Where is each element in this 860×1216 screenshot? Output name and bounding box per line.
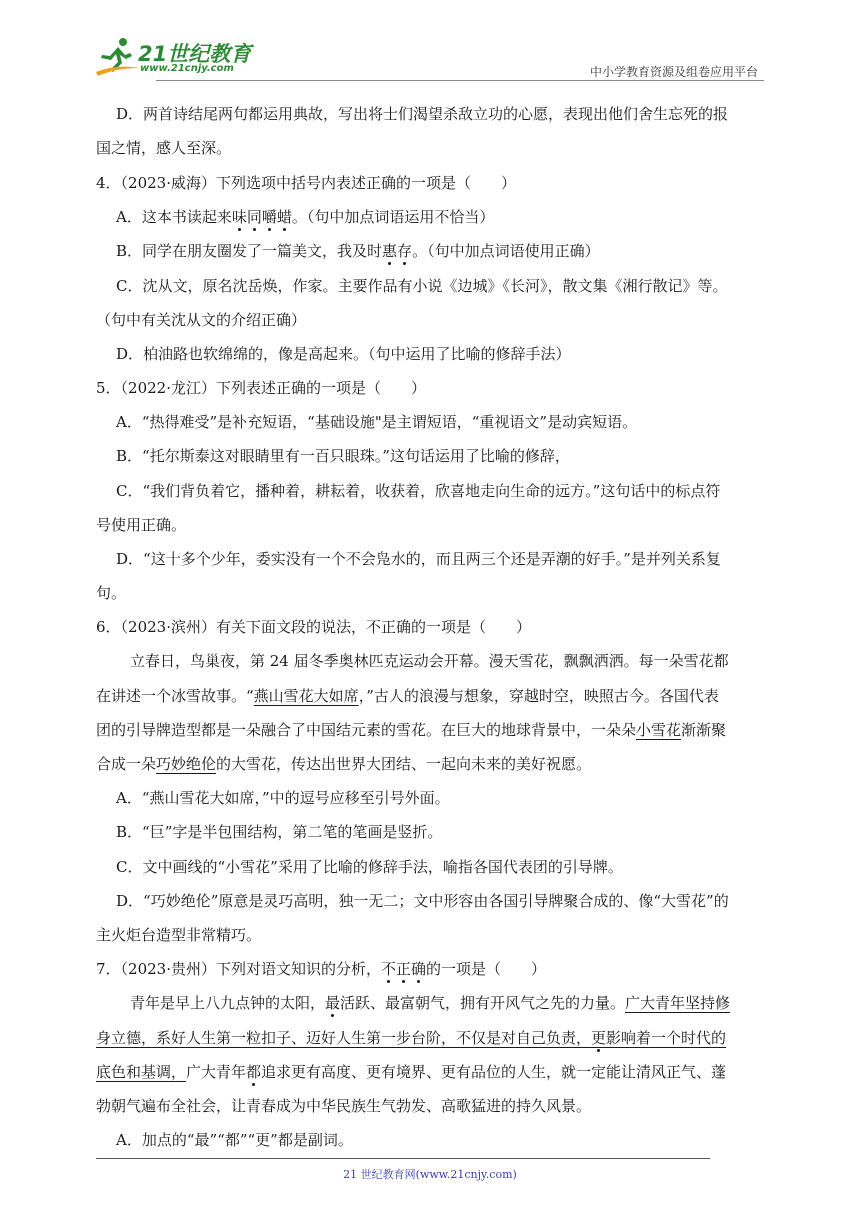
question-6: 6．（2023·滨州）有关下面文段的说法，不正确的一项是（ ） [96, 618, 531, 636]
runner-icon [96, 36, 140, 76]
option-4a: A．这本书读起来味同嚼蜡。（句中加点词语运用不恰当） [116, 208, 495, 226]
dotted-phrase [232, 208, 292, 226]
option-6c: C．文中画线的“小雪花”采用了比喻的修辞手法，喻指各国代表团的引导牌。 [116, 858, 623, 876]
underlined-phrase: 巧妙绝伦 [156, 755, 217, 773]
dotted-char: 不 [381, 960, 397, 978]
option-6b: B．“巨”字是半包围结构，第二笔的笔画是竖折。 [116, 823, 443, 841]
dotted-char: 同 [246, 208, 262, 226]
dotted-phrase [382, 242, 412, 260]
option-4d: D．柏油路也软绵绵的，像是高起来。（句中运用了比喻的修辞手法） [116, 345, 571, 363]
text-line: 句。 [96, 584, 127, 602]
dotted-char: 确 [411, 960, 427, 978]
question-5: 5．（2022·龙江）下列表述正确的一项是（ ） [96, 379, 426, 397]
dotted-char: 蜡 [276, 208, 292, 226]
option-4b: B．同学在朋友圈发了一篇美文，我及时惠存。（句中加点词语使用正确） [116, 242, 600, 260]
option-7a: A．加点的“最”“都”“更”都是副词。 [116, 1131, 353, 1149]
option-5d: D．“这十多个少年，委实没有一个不会凫水的，而且两三个还是弄潮的好手。”是并列关系复 [116, 550, 721, 568]
underlined-phrase: 燕山雪花大如席 [253, 687, 359, 705]
dotted-char: 惠 [382, 242, 398, 260]
underlined-phrase: 小雪花 [636, 721, 682, 739]
passage-line: 底色和基调，广大青年都追求更有高度、更有境界、更有品位的人生，就一定能让清风正气、蓬 [96, 1063, 727, 1081]
dotted-char: 正 [396, 960, 412, 978]
dotted-phrase [381, 960, 426, 978]
dotted-char: 嚼 [261, 208, 277, 226]
text-line: 主火炬台造型非常精巧。 [96, 926, 262, 944]
passage-line: 在讲述一个冰雪故事。“燕山雪花大如席，”古人的浪漫与想象，穿越时空，映照古今。各国代表 [96, 687, 719, 705]
underlined-phrase: 身立德，系好人生第一粒扣子、迈好人生第一步台阶，不仅是对自己负责， [96, 1029, 592, 1047]
logo-url: www.21cnjy.com [140, 63, 234, 74]
logo-text: 21世纪教育 [138, 42, 252, 66]
passage-line: 团的引导牌造型都是一朵融合了中国结元素的雪花。在巨大的地球背景中，一朵朵小雪花渐渐聚 [96, 721, 727, 739]
option-6d: D．“巧妙绝伦”原意是灵巧高明，独一无二；文中形容由各国引导牌聚合成的、像“大雪花”的 [116, 892, 729, 910]
option-5c: C．“我们背负着它，播种着，耕耘着，收获着，欣喜地走向生命的远方。”这句话中的标点符 [116, 482, 721, 500]
text-line: （句中有关沈从文的介绍正确） [96, 311, 307, 329]
question-4: 4．（2023·威海）下列选项中括号内表述正确的一项是（ ） [96, 174, 516, 192]
text-line: 国之情，感人至深。 [96, 139, 232, 157]
passage-line: 合成一朵巧妙绝伦的大雪花，传达出世界大团结、一起向未来的美好祝愿。 [96, 755, 592, 773]
page-footer: 21 世纪教育网(www.21cnjy.com) [343, 1168, 517, 1181]
site-logo [96, 36, 266, 76]
dotted-char: 都 [246, 1063, 262, 1081]
footer-divider [96, 1158, 710, 1159]
dotted-char: 最 [325, 994, 341, 1012]
header-divider [156, 80, 764, 81]
option-5b: B．“托尔斯泰这对眼睛里有一百只眼珠。”这句话运用了比喻的修辞， [116, 447, 570, 465]
option-6a: A．“燕山雪花大如席，”中的逗号应移至引号外面。 [116, 789, 450, 807]
platform-name: 中小学教育资源及组卷应用平台 [589, 65, 758, 79]
passage-line: 勃朝气遍布全社会，让青春成为中华民族生气勃发、高歌猛进的持久风景。 [96, 1097, 592, 1115]
passage-line: 立春日，鸟巢夜，第 24 届冬季奥林匹克运动会开幕。漫天雪花，飘飘洒洒。每一朵雪花都 [130, 652, 729, 670]
dotted-char: 更 [591, 1029, 607, 1047]
underlined-phrase: 广大青年坚持修 [625, 994, 731, 1012]
option-5a: A．“热得难受”是补充短语，“基础设施"是主谓短语，“重视语文”是动宾短语。 [116, 413, 638, 431]
underlined-phrase: 底色和基调， [96, 1063, 187, 1081]
underlined-phrase: 影响着一个时代的 [606, 1029, 727, 1047]
passage-line: 青年是早上八九点钟的太阳，最活跃、最富朝气，拥有开风气之先的力量。广大青年坚持修 [130, 994, 731, 1012]
page-header [96, 30, 764, 82]
text-line: 号使用正确。 [96, 516, 187, 534]
text-line: D．两首诗结尾两句都运用典故，写出将士们渴望杀敌立功的心愿，表现出他们舍生忘死的报 [116, 105, 729, 123]
passage-line [96, 1028, 726, 1048]
question-7: 7．（2023·贵州）下列对语文知识的分析，不正确的一项是（ ） [96, 960, 547, 978]
dotted-char: 存 [397, 242, 413, 260]
dotted-char: 味 [231, 208, 247, 226]
option-4c: C．沈从文，原名沈岳焕，作家。主要作品有小说《边城》《长河》，散文集《湘行散记》等。 [116, 277, 728, 295]
